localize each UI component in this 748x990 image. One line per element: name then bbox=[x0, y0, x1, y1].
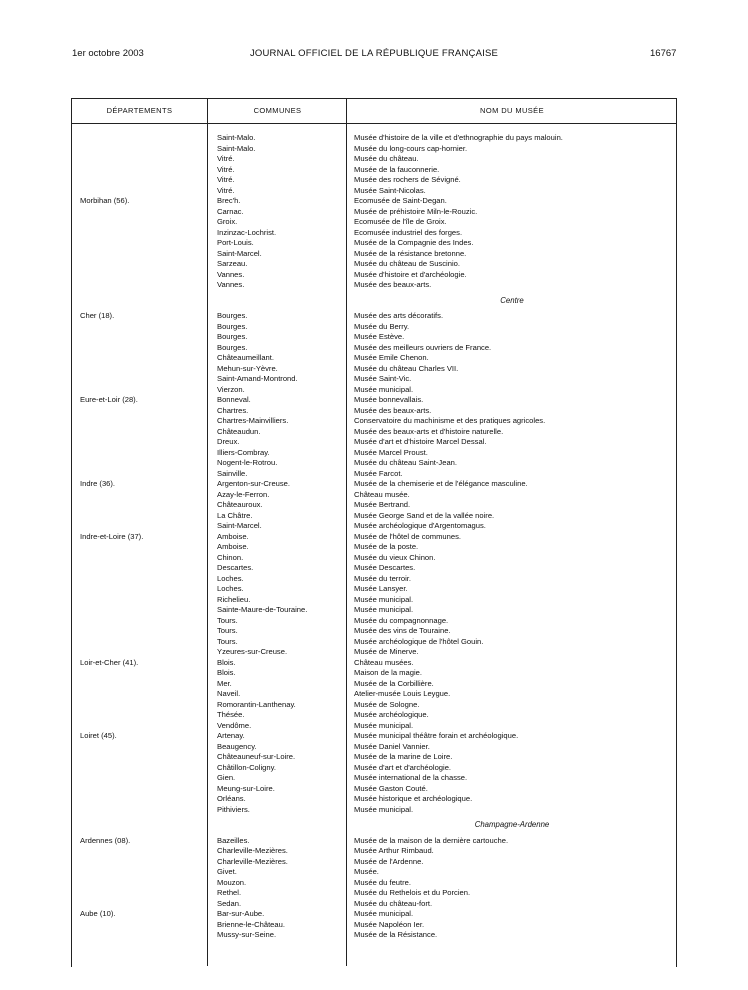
table-row bbox=[0, 311, 748, 322]
musee-cell: Musée de l'hôtel de communes. bbox=[354, 531, 461, 541]
table-row bbox=[0, 259, 748, 270]
commune-cell: La Châtre. bbox=[217, 510, 253, 520]
musee-cell: Ecomusée industriel des forges. bbox=[354, 227, 463, 237]
table-row bbox=[0, 878, 748, 889]
table-row bbox=[0, 238, 748, 249]
musee-cell: Musée municipal. bbox=[354, 384, 414, 394]
commune-cell: Sedan. bbox=[217, 898, 242, 908]
commune-cell: Saint-Marcel. bbox=[217, 521, 262, 530]
commune-cell: Loches. bbox=[217, 573, 244, 583]
musee-cell: Musée bonnevallais. bbox=[354, 395, 424, 404]
commune-cell: Chinon. bbox=[217, 552, 244, 562]
table-row bbox=[0, 532, 748, 543]
commune-cell: Meung-sur-Loire. bbox=[217, 783, 275, 793]
commune-cell: Yzeures-sur-Creuse. bbox=[217, 647, 288, 656]
musee-cell: Musée municipal. bbox=[354, 804, 414, 814]
musee-cell: Musée archéologique d'Argentomagus. bbox=[354, 521, 486, 530]
musee-cell: Musée du Rethelois et du Porcien. bbox=[354, 888, 471, 897]
commune-cell: Vannes. bbox=[217, 269, 245, 279]
commune-cell: Mer. bbox=[217, 678, 232, 688]
table-row bbox=[0, 920, 748, 931]
commune-cell: Pithiviers. bbox=[217, 804, 250, 814]
table-row bbox=[0, 721, 748, 732]
table-row bbox=[0, 867, 748, 878]
musee-cell: Musée d'art et d'histoire Marcel Dessal. bbox=[354, 437, 487, 446]
table-row bbox=[0, 479, 748, 490]
column-header-nom-du-musee: NOM DU MUSÉE bbox=[480, 106, 544, 115]
table-row bbox=[0, 280, 748, 291]
musee-cell: Musée du feutre. bbox=[354, 877, 411, 887]
table-row bbox=[0, 374, 748, 385]
musee-cell: Musée Arthur Rimbaud. bbox=[354, 846, 434, 855]
musee-cell: Musée du château. bbox=[354, 154, 419, 163]
commune-cell: Amboise. bbox=[217, 531, 249, 541]
journal-title: JOURNAL OFFICIEL DE LA RÉPUBLIQUE FRANÇAISE bbox=[249, 48, 499, 59]
commune-cell: Beaugency. bbox=[217, 741, 257, 751]
commune-cell: Dreux. bbox=[217, 437, 240, 446]
table-row bbox=[0, 490, 748, 501]
commune-cell: Vendôme. bbox=[217, 720, 252, 730]
commune-cell: Carnac. bbox=[217, 206, 244, 216]
commune-cell: Sainte-Maure-de-Touraine. bbox=[217, 605, 308, 614]
commune-cell: Tours. bbox=[217, 626, 238, 635]
table-row bbox=[0, 794, 748, 805]
commune-cell: Sainville. bbox=[217, 468, 248, 478]
table-row bbox=[0, 511, 748, 522]
musee-cell: Musée Lansyer. bbox=[354, 584, 408, 593]
musee-cell: Musée Descartes. bbox=[354, 563, 416, 572]
table-row bbox=[0, 563, 748, 574]
commune-cell: Mussy-sur-Seine. bbox=[217, 930, 277, 939]
table-row bbox=[0, 270, 748, 281]
musee-cell: Musée municipal. bbox=[354, 909, 414, 918]
musee-cell: Musée d'art et d'archéologie. bbox=[354, 762, 452, 772]
commune-cell: Châteaudun. bbox=[217, 426, 261, 436]
table-row bbox=[0, 469, 748, 480]
table-row bbox=[0, 658, 748, 669]
musee-cell: Musée archéologique. bbox=[354, 710, 429, 719]
commune-cell: Richelieu. bbox=[217, 594, 251, 604]
musee-cell: Musée du long-cours cap-hornier. bbox=[354, 143, 468, 153]
table-row bbox=[0, 731, 748, 742]
region-heading: Champagne-Ardenne bbox=[474, 820, 550, 829]
table-row bbox=[0, 437, 748, 448]
musee-cell: Château musée. bbox=[354, 489, 410, 499]
table-row bbox=[0, 228, 748, 239]
commune-cell: Chartres-Mainvilliers. bbox=[217, 416, 289, 425]
commune-cell: Inzinzac-Lochrist. bbox=[217, 227, 277, 237]
musee-cell: Musée Marcel Proust. bbox=[354, 447, 428, 457]
commune-cell: Brienne-le-Château. bbox=[217, 919, 285, 929]
musee-cell: Château musées. bbox=[354, 657, 414, 667]
commune-cell: Thésée. bbox=[217, 710, 245, 719]
commune-cell: Châteauroux. bbox=[217, 500, 263, 509]
commune-cell: Bourges. bbox=[217, 311, 248, 320]
musee-cell: Musée du compagnonnage. bbox=[354, 615, 449, 625]
table-row bbox=[0, 353, 748, 364]
musee-cell: Maison de la magie. bbox=[354, 668, 422, 677]
musee-cell: Atelier-musée Louis Leygue. bbox=[354, 689, 451, 698]
musee-cell: Musée George Sand et de la vallée noire. bbox=[354, 510, 495, 520]
musee-cell: Musée de la marine de Loire. bbox=[354, 752, 453, 761]
column-header-departements: DÉPARTEMENTS bbox=[106, 106, 173, 115]
musee-cell: Musée de la chemiserie et de l'élégance masculine. bbox=[354, 479, 528, 488]
musee-cell: Ecomusée de l'île de Groix. bbox=[354, 217, 447, 226]
departement-cell: Loir-et-Cher (41). bbox=[80, 657, 139, 667]
musee-cell: Musée du terroir. bbox=[354, 573, 411, 583]
musee-cell: Musée du château-fort. bbox=[354, 898, 433, 908]
commune-cell: Bazeilles. bbox=[217, 835, 250, 845]
departement-cell: Indre-et-Loire (37). bbox=[80, 531, 144, 541]
table-row bbox=[0, 343, 748, 354]
table-row bbox=[0, 500, 748, 511]
commune-cell: Saint-Malo. bbox=[217, 143, 256, 153]
table-row bbox=[0, 679, 748, 690]
commune-cell: Vitré. bbox=[217, 185, 235, 195]
commune-cell: Charleville-Mezières. bbox=[217, 846, 288, 855]
table-row bbox=[0, 710, 748, 721]
table-row bbox=[0, 186, 748, 197]
table-row bbox=[0, 763, 748, 774]
musee-cell: Musée de préhistoire Miln-le-Rouzic. bbox=[354, 206, 478, 216]
table-row bbox=[0, 427, 748, 438]
musee-cell: Musée Saint-Vic. bbox=[354, 374, 412, 383]
musee-cell: Musée municipal théâtre forain et archéologique. bbox=[354, 731, 519, 740]
table-row bbox=[0, 846, 748, 857]
commune-cell: Descartes. bbox=[217, 563, 254, 572]
commune-cell: Port-Louis. bbox=[217, 238, 254, 247]
table-row bbox=[0, 542, 748, 553]
musee-cell: Musée Emile Chenon. bbox=[354, 353, 429, 362]
musee-cell: Musée d'histoire et d'archéologie. bbox=[354, 269, 467, 279]
commune-cell: Bourges. bbox=[217, 321, 248, 331]
musee-cell: Musée de la Corbillière. bbox=[354, 678, 434, 688]
commune-cell: Bourges. bbox=[217, 342, 248, 352]
commune-cell: Saint-Marcel. bbox=[217, 248, 262, 258]
table-row bbox=[0, 385, 748, 396]
column-header-communes: COMMUNES bbox=[253, 106, 302, 115]
musee-cell: Musée du Berry. bbox=[354, 321, 410, 331]
commune-cell: Bar-sur-Aube. bbox=[217, 909, 265, 918]
commune-cell: Bonneval. bbox=[217, 395, 251, 404]
musee-cell: Musée archéologique de l'hôtel Gouin. bbox=[354, 636, 484, 646]
table-row bbox=[0, 175, 748, 186]
commune-cell: Gien. bbox=[217, 773, 236, 782]
table-row bbox=[0, 930, 748, 941]
table-row bbox=[0, 595, 748, 606]
commune-cell: Blois. bbox=[217, 668, 236, 677]
table-row bbox=[0, 416, 748, 427]
musee-cell: Musée Bertrand. bbox=[354, 500, 411, 509]
departement-cell: Morbihan (56). bbox=[80, 196, 130, 205]
table-row bbox=[0, 364, 748, 375]
table-row bbox=[0, 553, 748, 564]
commune-cell: Loches. bbox=[217, 584, 244, 593]
table-row bbox=[0, 196, 748, 207]
page-number: 16767 bbox=[650, 48, 677, 59]
header-date: 1er octobre 2003 bbox=[72, 48, 144, 59]
table-row bbox=[0, 165, 748, 176]
commune-cell: Artenay. bbox=[217, 731, 245, 740]
commune-cell: Châteauneuf-sur-Loire. bbox=[217, 752, 296, 761]
table-row bbox=[0, 217, 748, 228]
musee-cell: Musée de la poste. bbox=[354, 542, 419, 551]
departement-cell: Loiret (45). bbox=[80, 731, 117, 740]
commune-cell: Mehun-sur-Yèvre. bbox=[217, 363, 278, 373]
table-row bbox=[0, 647, 748, 658]
table-row bbox=[0, 784, 748, 795]
departement-cell: Eure-et-Loir (28). bbox=[80, 395, 138, 404]
musee-cell: Musée de l'Ardenne. bbox=[354, 856, 424, 866]
commune-cell: Vitré. bbox=[217, 164, 235, 174]
musee-cell: Musée des beaux-arts. bbox=[354, 405, 432, 415]
commune-cell: Tours. bbox=[217, 636, 238, 646]
musee-cell: Conservatoire du machinisme et des pratiques agricoles. bbox=[354, 416, 546, 425]
table-row bbox=[0, 626, 748, 637]
table-row bbox=[0, 448, 748, 459]
musee-cell: Musée Farcot. bbox=[354, 468, 403, 478]
commune-cell: Blois. bbox=[217, 657, 236, 667]
commune-cell: Chartres. bbox=[217, 405, 249, 415]
commune-cell: Vitré. bbox=[217, 175, 235, 184]
table-row bbox=[0, 805, 748, 816]
table-row bbox=[0, 616, 748, 627]
table-row bbox=[0, 742, 748, 753]
table-row bbox=[0, 689, 748, 700]
table-row bbox=[0, 207, 748, 218]
table-row bbox=[0, 322, 748, 333]
commune-cell: Romorantin-Lanthenay. bbox=[217, 699, 296, 709]
table-row bbox=[0, 909, 748, 920]
musee-cell: Musée de la maison de la dernière cartouche. bbox=[354, 835, 509, 845]
departement-cell: Ardennes (08). bbox=[80, 835, 131, 845]
region-heading: Centre bbox=[500, 295, 524, 305]
commune-cell: Tours. bbox=[217, 615, 238, 625]
table-row bbox=[0, 395, 748, 406]
commune-cell: Saint-Amand-Montrond. bbox=[217, 374, 298, 383]
musee-cell: Musée Gaston Couté. bbox=[354, 783, 428, 793]
commune-cell: Rethel. bbox=[217, 888, 242, 897]
table-row bbox=[0, 584, 748, 595]
departement-cell: Cher (18). bbox=[80, 311, 115, 320]
commune-cell: Châtillon-Coligny. bbox=[217, 762, 276, 772]
commune-cell: Châteaumeillant. bbox=[217, 353, 274, 362]
commune-cell: Mouzon. bbox=[217, 877, 247, 887]
table-row bbox=[0, 406, 748, 417]
commune-cell: Groix. bbox=[217, 217, 238, 226]
commune-cell: Nogent-le-Rotrou. bbox=[217, 458, 278, 467]
musee-cell: Musée historique et archéologique. bbox=[354, 794, 473, 803]
musee-cell: Musée de la fauconnerie. bbox=[354, 164, 440, 174]
table-row bbox=[0, 899, 748, 910]
table-row bbox=[0, 668, 748, 679]
musee-cell: Musée des rochers de Sévigné. bbox=[354, 175, 461, 184]
commune-cell: Naveil. bbox=[217, 689, 241, 698]
musee-cell: Ecomusée de Saint-Degan. bbox=[354, 196, 447, 205]
table-row bbox=[0, 332, 748, 343]
table-row bbox=[0, 700, 748, 711]
departement-cell: Aube (10). bbox=[80, 909, 116, 918]
table-row bbox=[0, 144, 748, 155]
departement-cell: Indre (36). bbox=[80, 479, 116, 488]
table-row bbox=[0, 249, 748, 260]
commune-cell: Sarzeau. bbox=[217, 259, 248, 268]
commune-cell: Orléans. bbox=[217, 794, 246, 803]
musee-cell: Musée de la Résistance. bbox=[354, 930, 438, 939]
commune-cell: Givet. bbox=[217, 867, 237, 876]
musee-cell: Musée Napoléon Ier. bbox=[354, 919, 425, 929]
musee-cell: Musée. bbox=[354, 867, 379, 876]
musee-cell: Musée d'histoire de la ville et d'ethnographie du pays malouin. bbox=[354, 133, 563, 142]
table-row bbox=[0, 752, 748, 763]
musee-cell: Musée du château Charles VII. bbox=[354, 363, 459, 373]
commune-cell: Argenton-sur-Creuse. bbox=[217, 479, 291, 488]
table-row bbox=[0, 521, 748, 532]
table-row bbox=[0, 133, 748, 144]
musee-cell: Musée Saint-Nicolas. bbox=[354, 185, 426, 195]
table-row bbox=[0, 574, 748, 585]
musee-cell: Musée municipal. bbox=[354, 594, 414, 604]
musee-cell: Musée international de la chasse. bbox=[354, 773, 468, 782]
musee-cell: Musée de Minerve. bbox=[354, 647, 419, 656]
musee-cell: Musée municipal. bbox=[354, 605, 414, 614]
table-row bbox=[0, 458, 748, 469]
musee-cell: Musée des arts décoratifs. bbox=[354, 311, 444, 320]
musee-cell: Musée Daniel Vannier. bbox=[354, 741, 430, 751]
musee-cell: Musée des beaux-arts. bbox=[354, 280, 432, 289]
musee-cell: Musée Estève. bbox=[354, 332, 405, 341]
musee-cell: Musée du château de Suscinio. bbox=[354, 259, 460, 268]
musee-cell: Musée des meilleurs ouvriers de France. bbox=[354, 342, 492, 352]
table-row bbox=[0, 154, 748, 165]
table-row bbox=[0, 888, 748, 899]
table-row bbox=[0, 857, 748, 868]
commune-cell: Amboise. bbox=[217, 542, 249, 551]
table-row bbox=[0, 836, 748, 847]
musee-cell: Musée municipal. bbox=[354, 720, 414, 730]
commune-cell: Vierzon. bbox=[217, 384, 245, 394]
table-row bbox=[0, 773, 748, 784]
musee-cell: Musée des beaux-arts et d'histoire naturelle. bbox=[354, 426, 504, 436]
commune-cell: Azay-le-Ferron. bbox=[217, 489, 270, 499]
musee-cell: Musée de la Compagnie des Indes. bbox=[354, 238, 474, 247]
commune-cell: Bourges. bbox=[217, 332, 248, 341]
musee-cell: Musée de la résistance bretonne. bbox=[354, 248, 467, 258]
commune-cell: Illiers-Combray. bbox=[217, 447, 270, 457]
musee-cell: Musée du château Saint-Jean. bbox=[354, 458, 458, 467]
musee-cell: Musée du vieux Chinon. bbox=[354, 552, 436, 562]
commune-cell: Vitré. bbox=[217, 154, 235, 163]
commune-cell: Saint-Malo. bbox=[217, 133, 256, 142]
musee-cell: Musée de Sologne. bbox=[354, 699, 420, 709]
table-row bbox=[0, 605, 748, 616]
commune-cell: Charleville-Mezières. bbox=[217, 856, 288, 866]
musee-cell: Musée des vins de Touraine. bbox=[354, 626, 451, 635]
commune-cell: Vannes. bbox=[217, 280, 245, 289]
table-row bbox=[0, 637, 748, 648]
commune-cell: Brec'h. bbox=[217, 196, 241, 205]
